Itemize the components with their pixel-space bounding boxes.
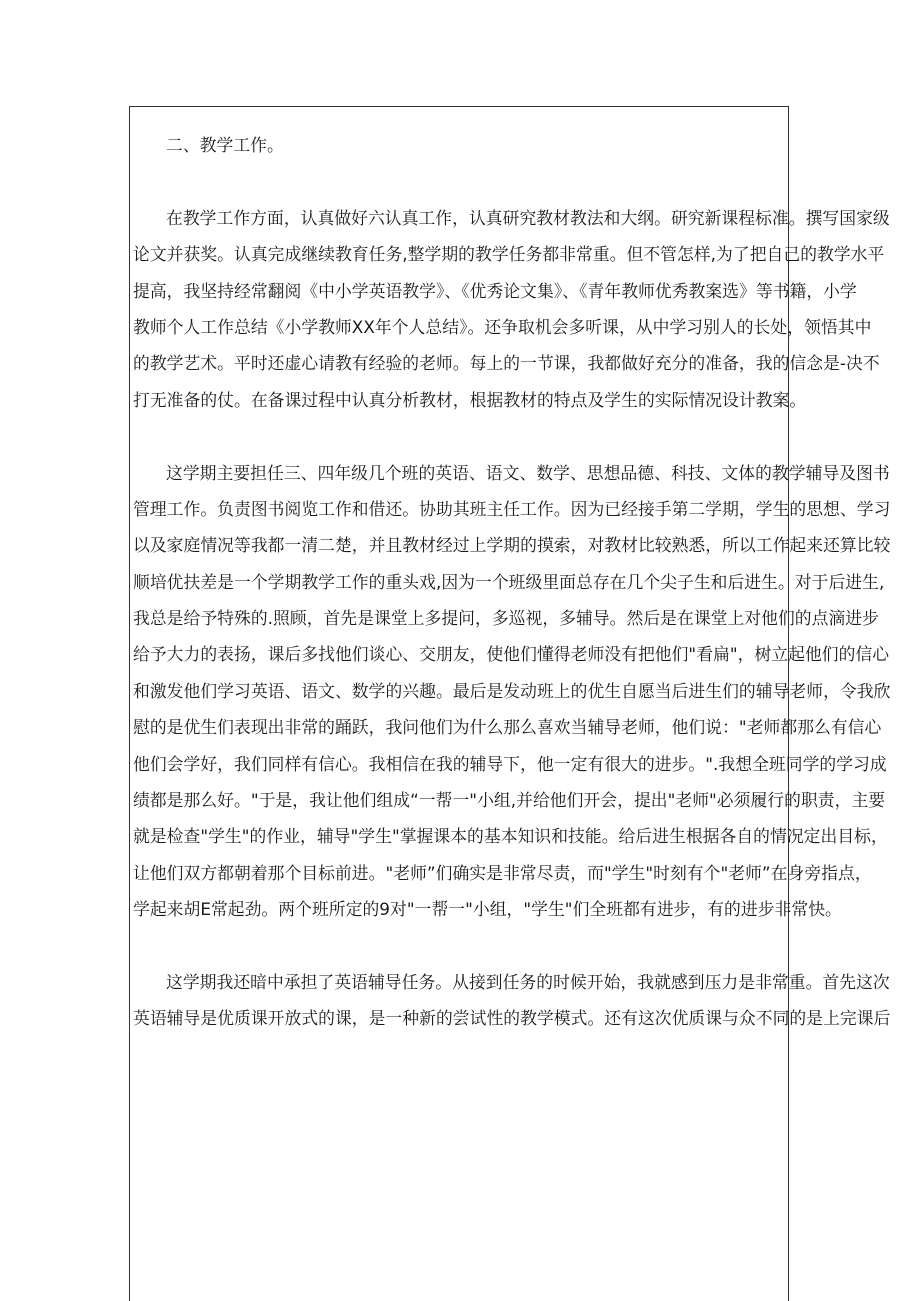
paragraph-line: 我总是给予特殊的.照顾，首先是课堂上多提问，多巡视，多辅导。然后是在课堂上对他们的点滴进步 [133, 608, 879, 629]
paragraph-line: 绩都是那么好。"于是，我让他们组成“一帮一"小组,并给他们开会，提出"老师"必须履行的职责，主要 [133, 790, 886, 811]
paragraph-line: 给予大力的表扬，课后多找他们谈心、交朋友，使他们懂得老师没有把他们"看扁"，树立起他们的信心 [133, 644, 890, 665]
paragraph-line: 以及家庭情况等我都一清二楚，并且教材经过上学期的摸索，对教材比较熟悉，所以工作起来还算比较 [133, 535, 891, 556]
paragraph-line: 论文并获奖。认真完成继续教育任务,整学期的教学任务都非常重。但不管怎样,为了把自己的教学水平 [133, 244, 885, 265]
paragraph-line: 让他们双方都朝着那个目标前进。"老师”们确实是非常尽责，而"学生"时刻有个"老师”在身旁指点， [133, 862, 872, 883]
paragraph [133, 964, 891, 1037]
document-page-frame [129, 106, 891, 1301]
paragraph-line: 慰的是优生们表现出非常的踊跃，我问他们为什么那么喜欢当辅导老师，他们说："老师都那么有信心 [133, 717, 882, 738]
paragraph-line: 提高，我坚持经常翻阅《中小学英语教学》、《优秀论文集》、《青年教师优秀教案选》等书籍，小学 [133, 280, 857, 301]
paragraph-line: 学起来胡E常起劲。两个班所定的9对"一帮一"小组，"学生"们全班都有进步，有的进步非常快。 [133, 899, 842, 920]
paragraph-line: 在教学工作方面，认真做好六认真工作，认真研究教材教法和大纲。研究新课程标准。撰写国家级 [166, 207, 890, 228]
paragraph-line: 他们会学好，我们同样有信心。我相信在我的辅导下，他一定有很大的进步。".我想全班同学的学习成 [133, 753, 887, 774]
paragraph-line: 顺培优扶差是一个学期教学工作的重头戏,因为一个班级里面总存在几个尖子生和后进生。对于后进生, [133, 571, 885, 592]
paragraph-line: 和激发他们学习英语、语文、数学的兴趣。最后是发动班上的优生自愿当后进生们的辅导老师，令我欣 [133, 680, 891, 701]
paragraph-line: 管理工作。负责图书阅览工作和借还。协助其班主任工作。因为已经接手第二学期，学生的思想、学习 [133, 498, 891, 519]
paragraph-line: 这学期我还暗中承担了英语辅导任务。从接到任务的时候开始，我就感到压力是非常重。首先这次 [166, 971, 890, 992]
paragraph-line: 这学期主要担任三、四年级几个班的英语、语文、数学、思想品德、科技、文体的教学辅导及图书 [166, 462, 890, 483]
paragraph-container [133, 200, 891, 1037]
section-title: 二、教学工作。 [166, 135, 284, 155]
paragraph-line: 教师个人工作总结《小学教师XX年个人总结》。还争取机会多听课，从中学习别人的长处，领悟其中 [133, 316, 872, 337]
paragraph [133, 455, 891, 928]
paragraph-line: 英语辅导是优质课开放式的课，是一种新的尝试性的教学模式。还有这次优质课与众不同的是上完课后 [133, 1008, 891, 1029]
paragraph-line: 打无准备的仗。在备课过程中认真分析教材，根据教材的特点及学生的实际情况设计教案。 [133, 389, 807, 410]
paragraph-line: 的教学艺术。平时还虚心请教有经验的老师。每上的一节课，我都做好充分的准备，我的信念是-决不 [133, 353, 880, 374]
paragraph-line: 就是检查"学生"的作业，辅导"学生"掌握课本的基本知识和技能。给后进生根据各自的情况定出目标， [133, 826, 888, 847]
document-body [133, 127, 891, 1037]
paragraph [133, 200, 890, 418]
